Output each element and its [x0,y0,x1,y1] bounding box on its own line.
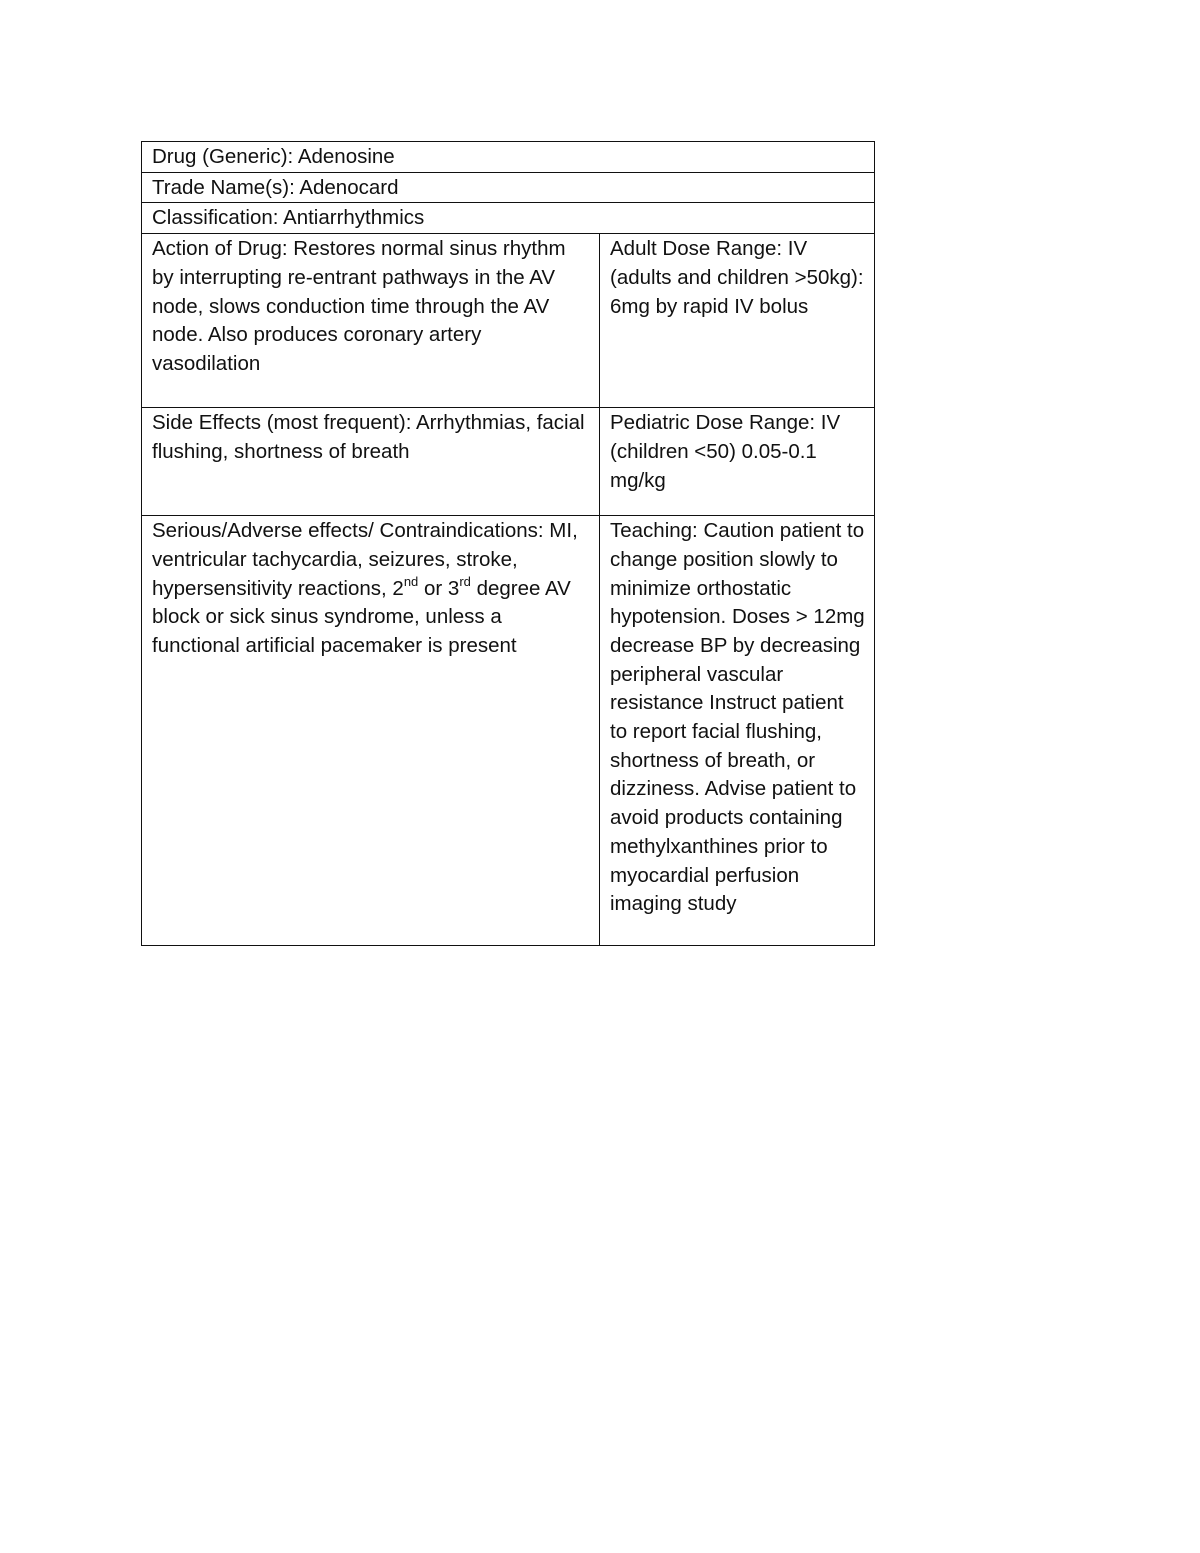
superscript-rd: rd [459,573,471,589]
trade-name-cell: Trade Name(s): Adenocard [142,172,875,203]
superscript-nd: nd [403,573,419,589]
row-side-effects [142,408,875,516]
pediatric-dose-cell: Pediatric Dose Range: IV (children <50) 0.05-0.1 mg/kg [600,408,875,516]
serious-text-2: or 3 [418,576,460,600]
classification-cell: Classification: Antiarrhythmics [142,203,875,234]
row-trade [142,172,875,203]
serious-effects-cell [142,516,600,946]
adult-dose-cell: Adult Dose Range: IV (adults and children >50kg): 6mg by rapid IV bolus [600,234,875,408]
side-effects-cell: Side Effects (most frequent): Arrhythmias, facial flushing, shortness of breath [142,408,600,516]
action-of-drug-cell: Action of Drug: Restores normal sinus rhythm by interrupting re-entrant pathways in the AV node, slows conduction time through the AV node. Also produces coronary artery vasodilation [142,234,600,408]
row-generic [142,142,875,173]
drug-card-table [141,141,875,946]
serious-text-3: degree AV block or sick sinus syndrome, unless a functional artificial pacemaker is present [152,576,571,657]
serious-text-1: Serious/Adverse effects/ Contraindications: MI, ventricular tachycardia, seizures, stroke, hypersensitivity reactions, 2 [152,519,578,600]
row-action [142,234,875,408]
teaching-cell: Teaching: Caution patient to change position slowly to minimize orthostatic hypotension. Doses > 12mg decrease BP by decreasing peripheral vascular resistance Instruct patient to report facial flushing, shortness of breath, or dizziness. Advise patient to avoid products containing methylxanthines prior to myocardial perfusion imaging study [600,516,875,946]
row-classification [142,203,875,234]
generic-name-cell: Drug (Generic): Adenosine [142,142,875,173]
row-serious [142,516,875,946]
